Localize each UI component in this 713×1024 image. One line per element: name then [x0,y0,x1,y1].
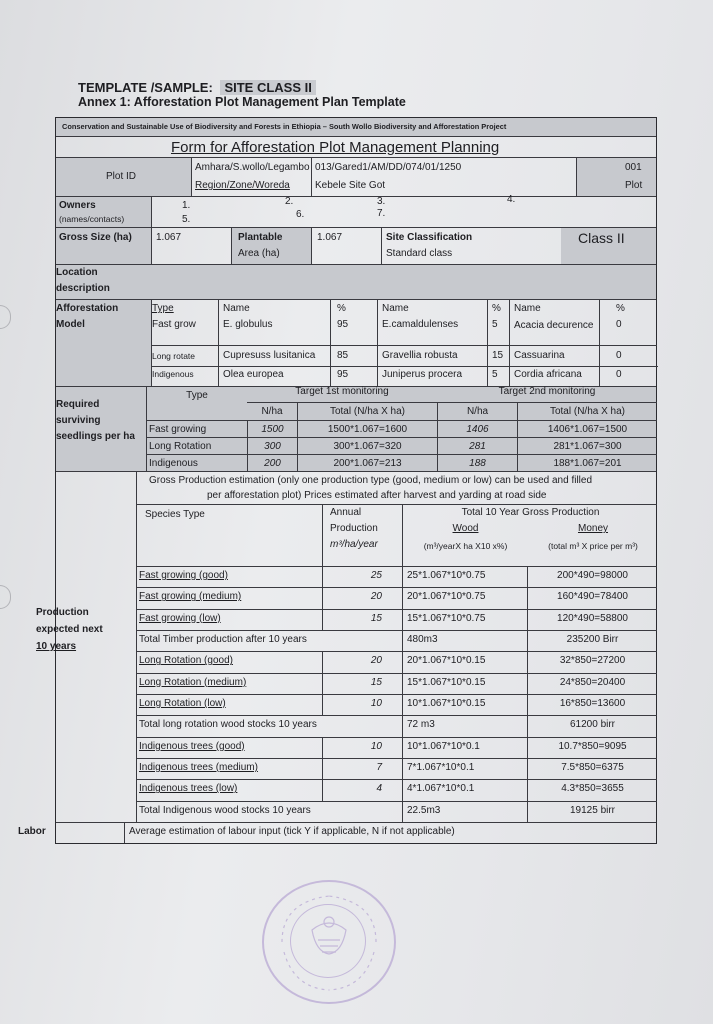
model-name-header: Name [223,303,250,314]
model-table [151,300,656,386]
production-data-row [137,673,657,694]
labor-label: Labor [18,826,46,837]
production-data-row [137,758,657,779]
owners-row [56,194,656,228]
official-seal-icon [262,880,396,1004]
production-label: Production [36,607,89,618]
kebele-cell [311,158,576,196]
production-annual: 25 [322,567,402,588]
production-wood: 15*1.067*10*0.75 [402,610,527,631]
form-title: Form for Afforestation Plot Management Planning [171,139,500,156]
model-species: Olea europea [219,366,331,380]
production-table [136,472,656,822]
model-pct1-col [330,300,377,345]
seedling-nha: 188 [437,455,517,472]
site-class-cell [381,228,561,264]
total-gross-header: Total 10 Year Gross Production [461,507,600,518]
model-pct: 0 [600,366,658,380]
model-pct: 85 [337,350,349,361]
production-wood: 10*1.067*10*0.15 [402,695,527,716]
model-pct: 95 [331,366,378,380]
project-title-row [56,118,656,137]
model-species: Juniperus procera [378,366,488,380]
plantable-label: Plantable [238,232,283,243]
seedling-total: 1500*1.067=1600 [297,421,437,438]
model-species: E. globulus [223,319,273,330]
production-wood: 10*1.067*10*0.1 [402,738,527,759]
production-species: Indigenous trees (low) [139,783,238,795]
standard-class-label: Standard class [386,248,453,259]
nha-header: N/ha [437,402,517,420]
owner-num: 1. [182,200,191,211]
production-wood: 7*1.067*10*0.1 [402,759,527,780]
seedlings-data-row [147,454,657,471]
model-pct: 0 [616,319,622,330]
model-label-cell [56,300,151,386]
model-type-value: Indigenous [152,366,218,379]
production-money: 10.7*850=9095 [527,738,657,759]
region-value: Amhara/S.wollo/Legambo [195,162,310,173]
owners-values [151,194,656,227]
money-header: Money [577,523,608,534]
kebele-label: Kebele Site Got [315,180,386,191]
production-annual: 10 [322,695,402,716]
annual-header: Production [330,523,378,534]
model-name-header: Name [514,303,541,314]
production-money: 19125 birr [527,802,657,823]
site-class-tag: SITE CLASS II [220,80,315,95]
owner-num: 7. [377,208,386,219]
wood-formula-header: (m³/yearX ha X10 x%) [423,541,508,551]
gross-size-label: Gross Size (ha) [56,228,151,264]
nha-header: N/ha [247,402,297,420]
species-type-header: Species Type [145,509,205,520]
gross-size-value: 1.067 [151,228,231,264]
seedling-total: 300*1.067=320 [297,438,437,455]
model-name3-col [509,300,599,345]
model-name1-col [218,300,330,345]
owners-label-cell [56,197,151,227]
money-formula-header: (total m³ X price per m³) [548,541,638,551]
owner-num: 3. [377,196,386,207]
model-rows-23 [152,345,657,386]
production-rows [137,566,657,822]
plot-label: Plot [625,180,643,191]
seedlings-data-row [147,437,657,454]
seedling-type: Long Rotation [149,441,212,452]
template-label: TEMPLATE /SAMPLE: [78,80,213,95]
model-sublabel: Model [56,319,85,330]
production-money: 32*850=27200 [527,652,657,673]
seedlings-table [146,387,656,471]
production-annual: 20 [322,588,402,609]
punch-hole-icon [0,585,11,609]
production-wood: 25*1.067*10*0.75 [402,567,527,588]
production-species: Long Rotation (good) [139,655,233,667]
model-label: Afforestation [56,303,119,314]
model-pct: 15 [492,350,504,361]
owner-num: 4. [507,194,516,205]
model-pct2-rows [487,346,509,387]
production-species: Total long rotation wood stocks 10 years [139,719,317,731]
production-money: 120*490=58800 [527,610,657,631]
seedling-total: 281*1.067=300 [517,438,657,455]
total-header: Total (N/ha X ha) [517,402,657,420]
target-2-header: Target 2nd monitoring [498,386,596,397]
model-pct: 0 [616,350,622,361]
production-species: Indigenous trees (good) [139,740,245,752]
seedlings-type-header: Type [186,390,208,401]
kebele-value: 013/Gared1/AM/DD/074/01/1250 [315,162,462,173]
form-title-row [56,137,656,158]
production-annual: 15 [322,674,402,695]
punch-hole-icon [0,305,11,329]
production-species: Fast growing (medium) [139,591,242,603]
plantable-label-cell [231,228,311,264]
model-name3-rows [509,346,599,387]
model-name-header: Name [382,303,409,314]
production-label-cell [36,472,136,822]
model-type-header: Type [152,303,174,314]
model-species: Gravellia robusta [382,350,458,361]
seedling-type: Indigenous [149,458,198,469]
class-value: Class II [561,228,656,264]
production-money: 7.5*850=6375 [527,759,657,780]
production-species: Total Timber production after 10 years [139,634,307,645]
region-label: Region/Zone/Woreda [195,180,290,191]
total-header-cell [402,505,657,567]
seal-inner-ring [290,904,366,978]
production-data-row [137,779,657,800]
production-annual: 20 [322,652,402,673]
gross-size-row [56,228,656,265]
model-pct: 5 [492,319,498,330]
model-species: Cordia africana [510,366,600,380]
production-annual: 10 [322,738,402,759]
model-species: Cupresuss lusitanica [223,350,316,361]
model-name1-rows [218,346,330,387]
production-money: 235200 Birr [527,631,657,652]
plot-number: 001 [625,162,642,173]
model-type-col [152,300,218,345]
model-pct: 95 [337,319,349,330]
production-money: 16*850=13600 [527,695,657,716]
production-header [137,504,657,566]
model-name2-rows [377,346,487,387]
production-money: 24*850=20400 [527,674,657,695]
plot-id-row [56,158,656,197]
model-pct-header: % [337,303,346,314]
site-class-label: Site Classification [386,232,473,243]
model-pct-header: % [492,303,501,314]
plot-id-label-cell [56,158,191,196]
production-wood: 20*1.067*10*0.75 [402,588,527,609]
production-wood: 72 m3 [402,716,527,737]
model-pct-header: % [616,303,625,314]
production-annual: 4 [322,780,402,801]
production-data-row [137,609,657,630]
model-type-value: Long rotate [152,351,196,361]
owner-num: 6. [296,209,305,220]
annex-title: Annex 1: Afforestation Plot Management Plan Template [78,95,406,109]
production-wood: 15*1.067*10*0.15 [402,674,527,695]
seedling-nha: 300 [247,438,297,455]
owners-sublabel: (names/contacts) [59,214,125,224]
production-note: per afforestation plot) Prices estimated after harvest and yarding at road side [207,490,547,501]
wood-header: Wood [452,523,479,534]
production-annual: 7 [322,759,402,780]
seedling-nha: 1500 [247,421,297,438]
model-species: Cassuarina [514,350,565,361]
production-note: Gross Production estimation (only one production type (good, medium or low) can be used and filled [149,475,593,486]
labor-row [18,823,656,843]
annual-header-cell [322,505,402,567]
production-species: Long Rotation (medium) [139,676,247,688]
model-pct3-rows [599,346,657,387]
location-description-label: description [56,283,110,294]
production-species: Fast growing (good) [139,570,228,581]
plan-form [18,117,657,844]
production-row [36,472,656,823]
model-species: Acacia decurence [514,320,594,331]
seedling-nha: 281 [437,438,517,455]
production-money: 200*490=98000 [527,567,657,588]
production-total-row [137,715,657,736]
seedling-nha: 1406 [437,421,517,438]
model-pct: 5 [488,366,510,380]
owner-num: 5. [182,214,191,225]
production-wood: 22.5m3 [402,802,527,823]
production-data-row [137,566,657,587]
plot-number-cell [576,158,656,196]
region-cell [191,158,311,196]
production-wood: 480m3 [402,631,527,652]
owners-label: Owners [59,200,96,211]
production-label: expected next [36,624,103,635]
production-wood: 4*1.067*10*0.1 [402,780,527,801]
model-pct3-col [599,300,657,345]
production-total-row [137,801,657,822]
model-name2-col [377,300,487,345]
production-species: Fast growing (low) [139,612,221,624]
production-money: 61200 birr [527,716,657,737]
production-annual: 15 [322,610,402,631]
location-label: Location [56,267,98,278]
seedling-total: 188*1.067=201 [517,455,657,472]
afforestation-model-row [56,300,656,387]
target-1-header: Target 1st monitoring [295,386,389,397]
production-species: Indigenous trees (medium) [139,762,258,773]
project-title: Conservation and Sustainable Use of Biodiversity and Forests in Ethiopia – South Wollo Biodiversity and Afforestation Project [62,122,507,131]
production-species: Total Indigenous wood stocks 10 years [139,804,311,816]
production-data-row [137,587,657,608]
plantable-value: 1.067 [311,228,381,264]
seedling-nha: 200 [247,455,297,472]
seedling-total: 200*1.067=213 [297,455,437,472]
seedlings-label: Required surviving seedlings per ha [56,387,146,471]
production-total-row [137,630,657,651]
total-header: Total (N/ha X ha) [297,402,437,420]
production-money: 4.3*850=3655 [527,780,657,801]
model-pct1-rows [330,346,377,387]
production-data-row [137,651,657,672]
production-wood: 20*1.067*10*0.15 [402,652,527,673]
plantable-area-label: Area (ha) [238,248,280,259]
production-money: 160*490=78400 [527,588,657,609]
owner-num: 2. [285,196,294,207]
location-row [56,265,656,300]
seedlings-data-row [147,420,657,437]
production-species: Long Rotation (low) [139,698,226,709]
seedling-type: Fast growing [149,424,207,435]
production-data-row [137,694,657,715]
model-type-value: Fast grow [152,319,196,330]
production-data-row [137,737,657,758]
labor-text: Average estimation of labour input (tick Y if applicable, N if not applicable) [124,823,656,843]
production-label: 10 years [36,641,77,652]
model-pct2-col [487,300,509,345]
annual-unit: m³/ha/year [330,539,378,550]
seedling-total: 1406*1.067=1500 [517,421,657,438]
seedlings-row [56,387,656,472]
model-species: E.camaldulenses [382,319,459,330]
annual-header: Annual [330,507,362,518]
plot-id-label: Plot ID [106,171,137,182]
template-heading [78,80,316,95]
